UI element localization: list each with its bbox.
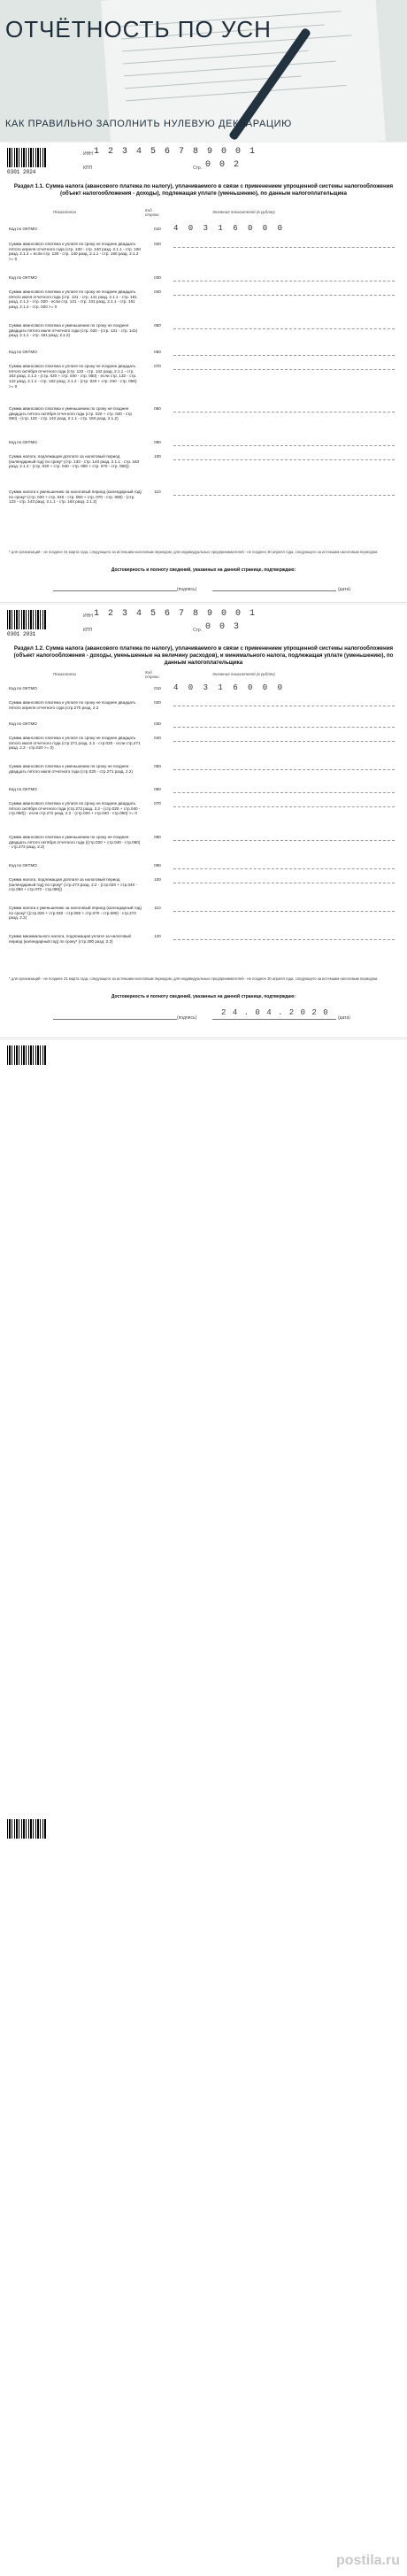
- footnote: * для организаций - не позднее 31 марта года, следующего за истекшим налоговым периодом; для индивидуальных предпринимателей - не позднее 30 апреля года, следующего за истекшим налоговым периодом.: [9, 550, 379, 554]
- page-number: 0 0 3: [205, 622, 242, 632]
- hero-subtitle: КАК ПРАВИЛЬНО ЗАПОЛНИТЬ НУЛЕВУЮ ДЕКЛАРАЦИЮ: [5, 119, 292, 129]
- inn-label: ИНН: [83, 613, 93, 619]
- col-indicators: Показатели: [53, 210, 76, 214]
- inn-label: ИНН: [83, 151, 93, 157]
- col-code: Код строки: [145, 670, 159, 679]
- watermark: postila.ru: [335, 2553, 400, 2568]
- section-title: Раздел 1.2. Сумма налога (авансового платежа по налогу), уплачиваемого в связи с применением упрощенной системы налогообложения (объект налогообложения - доходы, уменьшенные на величину расходов), и минимального налога, подлежащая уплате (уменьшению), по данным налогоплательщика: [13, 645, 394, 666]
- page-label: Стр.: [193, 166, 203, 171]
- barcode: [7, 1819, 46, 1839]
- page-label: Стр.: [193, 628, 203, 633]
- col-values: Значения показателей (в рублях): [212, 672, 275, 676]
- page-number: 0 0 2: [205, 160, 242, 170]
- kpp-label: КПП: [83, 166, 93, 171]
- hero-banner: [0, 0, 407, 142]
- date-line: [212, 1019, 336, 1020]
- date-label: (дата): [338, 587, 350, 592]
- date-value: 2 4 . 0 4 . 2 0 2 0: [221, 1008, 329, 1017]
- section-title: Раздел 1.1. Сумма налога (авансового платежа по налогу), уплачиваемого в связи с применением упрощенной системы налогообложения (объект налогообложения - доходы), подлежащая уплате (уменьшению), по данным налогоплательщика: [13, 183, 394, 197]
- hero-title: ОТЧЁТНОСТЬ ПО УСН: [5, 16, 272, 42]
- col-values: Значения показателей (в рублях): [212, 210, 275, 214]
- signature-line: [53, 590, 177, 591]
- signature-line: [53, 1019, 177, 1020]
- barcode-number: 0301 2024: [7, 169, 36, 175]
- signature-note: Достоверность и полноту сведений, указанных на данной странице, подтверждаю:: [111, 994, 296, 999]
- barcode: [7, 1045, 46, 1065]
- form-continuation: [0, 1039, 407, 2576]
- date-line: [212, 590, 336, 591]
- signature-note: Достоверность и полноту сведений, указанных на данной странице, подтверждаю:: [111, 567, 296, 573]
- form-page-2: 0301 2031 ИНН 1 2 3 4 5 6 7 8 9 0 0 1 КПП Стр. 0 0 3 Раздел 1.2. Сумма налога (авансового платежа по налогу), уплачиваемого в связи с применением упрощенной системы налогообложения (объект налогообложения - доходы, уменьшенные на величину расходов), и минимального налога, подлежащая уплате (уменьшению), по данным налогоплательщика Показатели Код строки Значения показателей (в рублях) Код по ОКТМО 010 4 0 3 1 6 0 0 0 Сумма авансового платежа к уплате по сроку не позднее двадцать пятого апреля отчетного года (стр.270 разд. 2.2 020 Код по ОКТМО 030 Сумма авансового платежа к уплате по сроку не позднее двадцать пятого июля отчетного года (стр.271 разд. 2.2 - стр.020 - если стр.271 разд. 2.2 - стр.020 >= 0) 040 Сумма авансового платежа к уменьшению по сроку не позднее двадцать пятого июля отчетного года (стр.020 - стр.271 разд. 2.2) 050 Код по ОКТМО 060 Сумма авансового платежа к уплате по сроку не позднее двадцать пятого октября отчетного года (стр.272 разд. 2.2 - (стр.020 + стр.040 - стр.050)) - если стр.272 разд. 2.2 - (стр.020 + стр.040 - стр.050) >= 0 070 Сумма авансового платежа к уменьшению по сроку не позднее двадцать пятого октября отчетного года ((стр.020 + стр.040 - стр.050) - стр.272 разд. 2.2) 080 Код по ОКТМО 090 Сумма налога, подлежащая доплате за налоговый период (календарный год) по сроку* (стр.273 разд. 2.2 - (стр.020 + стр.040 - стр.050 + стр.070 - стр.080)) 100 Сумма налога к уменьшению за налоговый период (календарный год) по сроку* ((стр.020 + стр.040 - стр.050 + стр.070 - стр.080) - стр.273 разд. 2.2) 110 Сумма минимального налога, подлежащая уплате за налоговый период (календарный год) по сроку* (стр.280 разд. 2.2) 120 * для организаций - не позднее 31 марта года, следующего за истекшим налоговым периодом; для индивидуальных предпринимателей - не позднее 30 апреля года, следующего за истекшим налоговым периодом. Достоверность и полноту сведений, указанных на данной странице, подтверждаю: 2 4 . 0 4 . 2 0 2 0 (подпись) (дата): [0, 604, 407, 1037]
- footnote: * для организаций - не позднее 31 марта года, следующего за истекшим налоговым периодом; для индивидуальных предпринимателей - не позднее 30 апреля года, следующего за истекшим налоговым периодом.: [9, 976, 379, 981]
- kpp-label: КПП: [83, 628, 93, 633]
- date-label: (дата): [338, 1015, 350, 1021]
- barcode: [7, 148, 46, 167]
- col-code: Код строки: [145, 208, 159, 217]
- col-indicators: Показатели: [53, 672, 76, 676]
- inn-value: 1 2 3 4 5 6 7 8 9 0 0 1: [94, 609, 257, 619]
- signature-label: (подпись): [177, 1015, 197, 1021]
- barcode: [7, 610, 46, 629]
- form-page-1: 0301 2024 ИНН 1 2 3 4 5 6 7 8 9 0 0 1 КПП Стр. 0 0 2 Раздел 1.1. Сумма налога (авансового платежа по налогу), уплачиваемого в связи с применением упрощенной системы налогообложения (объект налогообложения - доходы), подлежащая уплате (уменьшению), по данным налогоплательщика Показатели Код строки Значения показателей (в рублях) Код по ОКТМО 010 4 0 3 1 6 0 0 0 Сумма авансового платежа к уплате по сроку не позднее двадцать пятого апреля отчетного года (стр. 130 - стр. 140 разд. 2.1.1 - стр. 160 разд. 2.1.2 = если стр. 130 - стр. 140 разд. 2.1.1 - стр. 160 разд. 2.1.2 >= 0 020 Код по ОКТМО 030 Сумма авансового платежа к уплате по сроку не позднее двадцать пятого июля отчетного года (стр. 131 - стр. 141 разд. 2.1.1 - стр. 161 разд. 2.1.2 - стр. 020 - если стр. 131 - стр. 141 разд. 2.1.1 - стр. 161 разд. 2.1.2 - стр. 020 >= 0 040 Сумма авансового платежа к уменьшению по сроку не позднее двадцать пятого июля отчетного года (стр. 020 - (стр. 131 - стр. 141) разд. 2.1.1 - стр. 161 разд. 2.1.2) 050 Код по ОКТМО 060 Сумма авансового платежа к уплате по сроку не позднее двадцать пятого октября отчетного года (стр. 132 - стр. 142 разд. 2.1.1 - стр. 162 разд. 2.1.2 - (стр. 020 + стр. 040 - стр. 050) - если стр. 132 - стр. 142 разд. 2.1.1 - стр. 162 разд. 2.1.2 - (стр. 020 + стр. 040 - стр. 050) >= 0 070 Сумма авансового платежа к уменьшению по сроку не позднее двадцать пятого октября отчетного года (стр. 020 + стр. 040 - стр. 050) - (стр. 132 - стр. 142 разд. 2.1.1 - стр. 162 разд. 2.1.2) 080 Код по ОКТМО 090 Сумма налога, подлежащая доплате за налоговый период (календарный год) по сроку* (стр. 133 - стр. 143 разд. 2.1.1 - стр. 163 разд. 2.1.2 - (стр. 020 + стр. 040 - стр. 050 + стр. 070 - стр. 080)) 100 Сумма налога к уменьшению за налоговый период (календарный год) по сроку* (стр. 020 + стр. 040 - стр. 050 + стр. 070 - стр. 080) - (стр. 133 - стр. 143 разд. 2.1.1 - стр. 163 разд. 2.1.2) 110 * для организаций - не позднее 31 марта года, следующего за истекшим налоговым периодом; для индивидуальных предпринимателей - не позднее 30 апреля года, следующего за истекшим налоговым периодом. Достоверность и полноту сведений, указанных на данной странице, подтверждаю: (подпись) (дата): [0, 142, 407, 602]
- barcode-number: 0301 2031: [7, 631, 36, 637]
- inn-value: 1 2 3 4 5 6 7 8 9 0 0 1: [94, 147, 257, 157]
- signature-label: (подпись): [177, 587, 197, 592]
